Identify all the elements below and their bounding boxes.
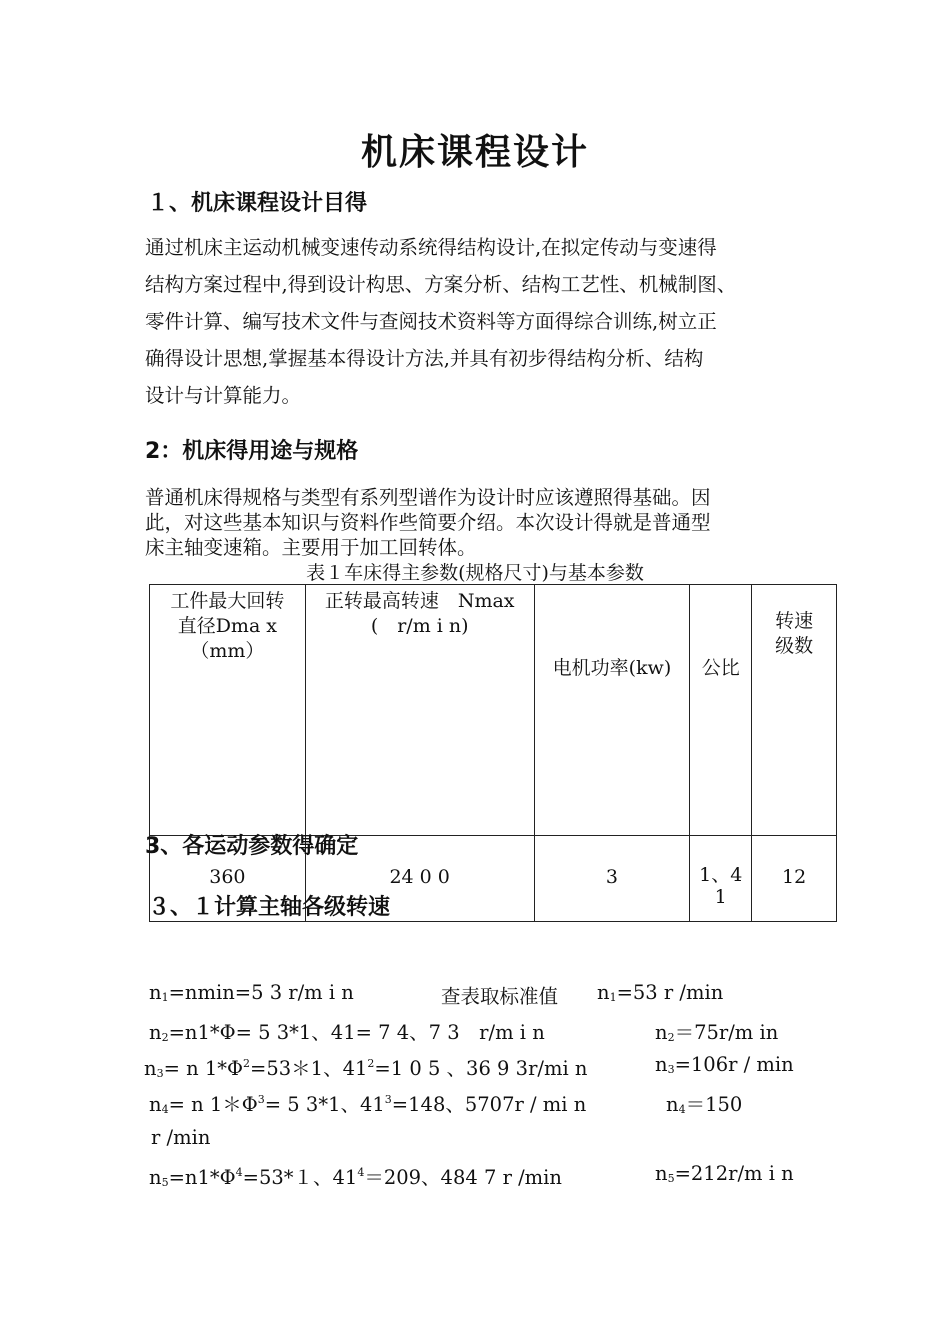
formula-n5-standard: $n_5=212r/m$ i n: [655, 1162, 794, 1185]
paragraph-line: 零件计算、编写技术文件与查阅技术资料等方面得综合训练,树立正: [145, 310, 717, 333]
formula-n1: $n_1=nmin=5$ 3 r/m i n: [149, 981, 354, 1004]
paragraph-line: 通过机床主运动机械变速传动系统得结构设计,在拟定传动与变速得: [145, 236, 717, 259]
formula-n1-standard: $n_1=53$ r /min: [597, 981, 724, 1004]
parameters-table: [149, 584, 837, 922]
standard-value-label: 查表取标准值: [441, 985, 559, 1008]
paragraph-line: 普通机床得规格与类型有系列型谱作为设计时应该遵照得基础。因: [145, 486, 711, 509]
section-2-heading: 2：机床得用途与规格: [145, 439, 359, 464]
formula-n2: $n_2=n1*\Phi= 5$ 3*1、41= 7 4、7 3 r/m i n: [149, 1021, 545, 1044]
section-1-paragraph: [145, 229, 835, 414]
header-cell-max-diameter: 工件最大回转 直径Dma x （mm）: [150, 585, 306, 836]
header-cell-speed-steps: 转速 级数: [752, 585, 837, 836]
section-3-heading: 3、各运动参数得确定: [145, 834, 359, 859]
section-2-paragraph: [145, 485, 835, 560]
value-cell-speed-steps: 12: [752, 836, 837, 922]
value-cell-ratio: 1、4 1: [690, 836, 752, 922]
formula-n4-standard: $n_4=150$: [666, 1093, 743, 1116]
paragraph-line: 确得设计思想,掌握基本得设计方法,并具有初步得结构分析、结构: [145, 347, 704, 370]
value-cell-max-diameter: 360: [150, 836, 306, 922]
header-cell-ratio: 公比: [690, 585, 752, 836]
paragraph-line: 床主轴变速箱。主要用于加工回转体。: [145, 536, 477, 559]
table-caption: 表１车床得主参数(规格尺寸)与基本参数: [306, 562, 644, 584]
document-title: 机床课程设计: [360, 132, 589, 173]
value-cell-motor-power: 3: [534, 836, 690, 922]
formula-n2-standard: $n_2=75r/m$ in: [655, 1021, 779, 1044]
paragraph-line: 此，对这些基本知识与资料作些简要介绍。本次设计得就是普通型: [145, 511, 711, 534]
section-3-1-heading: ３、１计算主轴各级转速: [148, 895, 391, 920]
paragraph-line: 设计与计算能力。: [145, 384, 302, 407]
section-1-heading: １、机床课程设计目得: [147, 191, 368, 216]
formula-n3-standard: $n_3=106r / \min$: [655, 1053, 794, 1076]
formula-n4: $n_4= n$ $1*\Phi^3= 5$ 3*1、$41^3=148$、5707r / mi n: [149, 1093, 587, 1116]
header-cell-max-speed: 正转最高转速 Nmax ( r/m i n): [305, 585, 534, 836]
formula-n5: $n_5=n1*\Phi^4=53*1$、$41^4=209$、484 7 r /min: [149, 1166, 562, 1189]
value-cell-max-speed: 24 0 0: [305, 836, 534, 922]
header-cell-motor-power: 电机功率(kw): [534, 585, 690, 836]
formula-n3: $n_3= n$ $1*\Phi^2=53*1$、$41^2=1$ 0 5 、36 9 3r/mi n: [144, 1057, 588, 1080]
paragraph-line: 结构方案过程中,得到设计构思、方案分析、结构工艺性、机械制图、: [145, 273, 737, 296]
formula-n4-unit: r /min: [151, 1126, 211, 1149]
table-header-row: [150, 585, 837, 836]
